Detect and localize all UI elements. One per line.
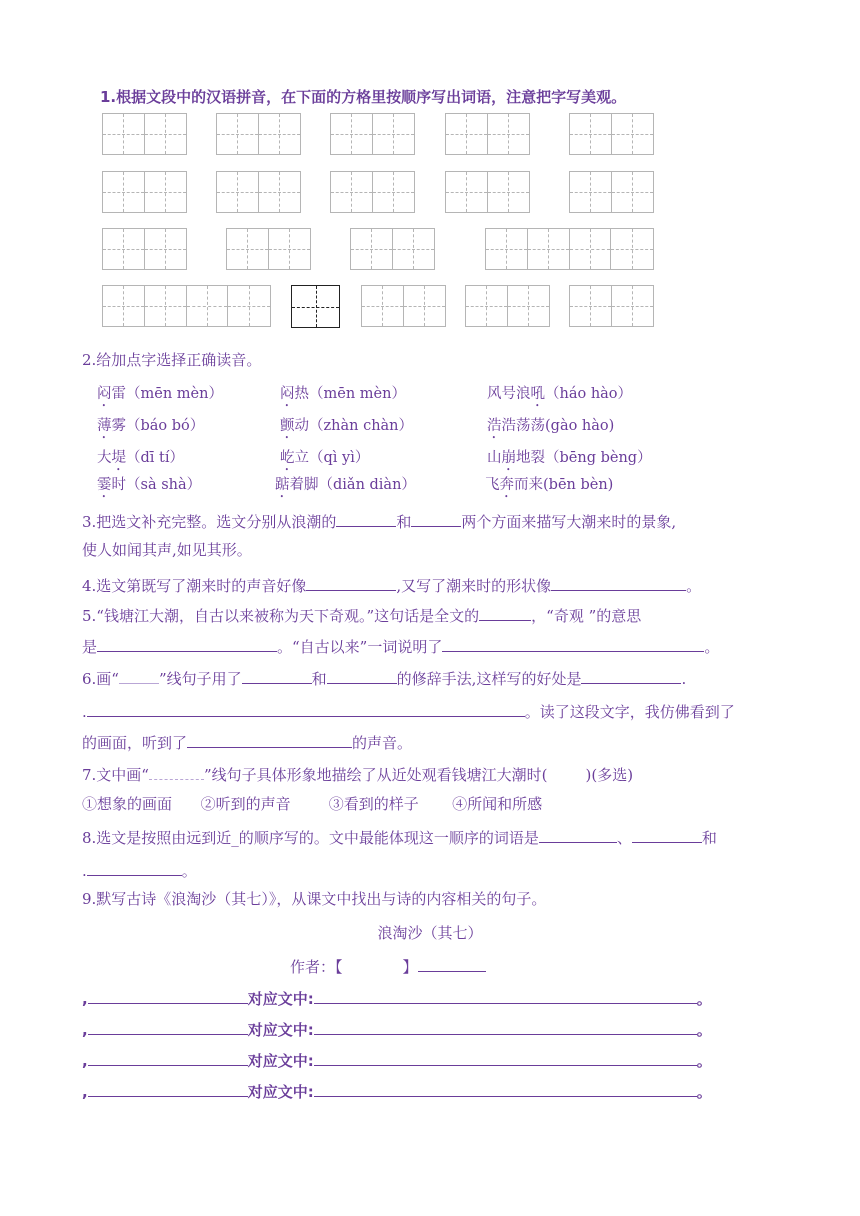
writing-grid[interactable] <box>102 113 187 155</box>
question-1: 1.根据文段中的汉语拼音，在下面的方格里按顺序写出词语，注意把字写美观。 <box>100 88 627 106</box>
writing-grid[interactable] <box>569 285 654 327</box>
question-8: 8.选文是按照由远到近_的顺序写的。文中最能体现这一顺序的词语是 、 和 <box>82 826 717 848</box>
answer-blank[interactable] <box>479 604 531 621</box>
answer-blank[interactable] <box>539 826 617 843</box>
pinyin-item: 薄雾（báo bó） <box>97 418 205 434</box>
question-6: 6.画“ ”线句子用了 和 的修辞手法,这样写的好处是 . <box>82 667 686 689</box>
answer-blank[interactable] <box>581 667 681 684</box>
writing-grid[interactable] <box>465 285 550 327</box>
pinyin-item: 霎时（sà shà） <box>97 477 202 493</box>
poem-blank[interactable] <box>88 1049 248 1066</box>
pinyin-item: 闷雷（mēn mèn） <box>97 386 223 402</box>
question-5: 5.“钱塘江大潮，自古以来被称为天下奇观。”这句话是全文的 ，“奇观 ”的意思 <box>82 604 641 626</box>
question-7-options: ①想象的画面 ②听到的声音 ③看到的样子 ④所闻和所感 <box>82 795 543 813</box>
question-5-cont: 是 。“自古以来”一词说明了 。 <box>82 635 719 657</box>
writing-grid[interactable] <box>216 113 301 155</box>
question-6-cont: . 。读了这段文字，我仿佛看到了 <box>82 700 735 722</box>
pinyin-item: 屹立（qì yì） <box>280 450 370 466</box>
poem-line: , 对应文中: 。 <box>82 1049 712 1071</box>
text-blank[interactable] <box>314 1080 697 1097</box>
writing-grid[interactable] <box>485 228 654 270</box>
answer-blank[interactable] <box>87 700 525 717</box>
answer-blank[interactable] <box>97 635 277 652</box>
writing-grid[interactable] <box>102 285 271 327</box>
answer-blank[interactable] <box>411 510 461 527</box>
author-line: 作者：【 】 <box>290 955 486 977</box>
pinyin-item: 大堤（dī tí） <box>97 450 184 466</box>
writing-grid[interactable] <box>226 228 311 270</box>
author-blank[interactable] <box>418 955 486 972</box>
writing-grid[interactable] <box>330 113 415 155</box>
writing-grid[interactable] <box>445 113 530 155</box>
pinyin-item: 闷热（mēn mèn） <box>280 386 406 402</box>
writing-grid[interactable] <box>361 285 446 327</box>
poem-blank[interactable] <box>88 987 248 1004</box>
pinyin-item: 飞奔而来(bēn bèn) <box>485 477 614 493</box>
underline-sample <box>149 763 204 780</box>
answer-blank[interactable] <box>336 510 396 527</box>
answer-blank[interactable] <box>187 731 352 748</box>
question-8-cont: . 。 <box>82 859 197 881</box>
writing-grid[interactable] <box>569 113 654 155</box>
writing-grid[interactable] <box>569 171 654 213</box>
poem-line: , 对应文中: 。 <box>82 1080 712 1102</box>
writing-grid[interactable] <box>102 228 187 270</box>
pinyin-item: 山崩地裂（bēng bèng） <box>487 450 652 466</box>
answer-blank[interactable] <box>242 667 312 684</box>
text-blank[interactable] <box>314 987 697 1004</box>
underline-sample <box>119 667 159 684</box>
text-blank[interactable] <box>314 1018 697 1035</box>
text-blank[interactable] <box>314 1049 697 1066</box>
question-6-cont2: 的画面，听到了 的声音。 <box>82 731 412 753</box>
pinyin-item: 踮着脚（diǎn diàn） <box>275 477 416 493</box>
poem-line: , 对应文中: 。 <box>82 987 712 1009</box>
writing-grid[interactable] <box>330 171 415 213</box>
answer-blank[interactable] <box>306 574 396 591</box>
question-9: 9.默写古诗《浪淘沙（其七）》，从课文中找出与诗的内容相关的句子。 <box>82 890 547 908</box>
question-4: 4.选文第既写了潮来时的声音好像 ,又写了潮来时的形状像 。 <box>82 574 701 596</box>
question-3-cont: 使人如闻其声,如见其形。 <box>82 541 252 559</box>
writing-grid-single[interactable] <box>291 285 340 328</box>
answer-blank[interactable] <box>632 826 702 843</box>
writing-grid[interactable] <box>350 228 435 270</box>
writing-grid[interactable] <box>216 171 301 213</box>
poem-line: , 对应文中: 。 <box>82 1018 712 1040</box>
answer-blank[interactable] <box>442 635 704 652</box>
poem-title: 浪淘沙（其七） <box>377 924 483 942</box>
question-3: 3.把选文补充完整。选文分别从浪潮的 和 两个方面来描写大潮来时的景象, <box>82 510 676 532</box>
answer-blank[interactable] <box>87 859 182 876</box>
answer-blank[interactable] <box>327 667 397 684</box>
answer-blank[interactable] <box>551 574 686 591</box>
pinyin-item: 浩浩荡荡(gào hào) <box>487 418 615 434</box>
question-2-title: 2.给加点字选择正确读音。 <box>82 351 262 369</box>
writing-grid[interactable] <box>102 171 187 213</box>
pinyin-item: 颤动（zhàn chàn） <box>280 418 414 434</box>
poem-blank[interactable] <box>88 1018 248 1035</box>
question-7: 7.文中画“ ”线句子具体形象地描绘了从近处观看钱塘江大潮时( )(多选) <box>82 763 633 785</box>
poem-blank[interactable] <box>88 1080 248 1097</box>
pinyin-item: 风号浪吼（háo hào） <box>487 386 633 402</box>
writing-grid[interactable] <box>445 171 530 213</box>
